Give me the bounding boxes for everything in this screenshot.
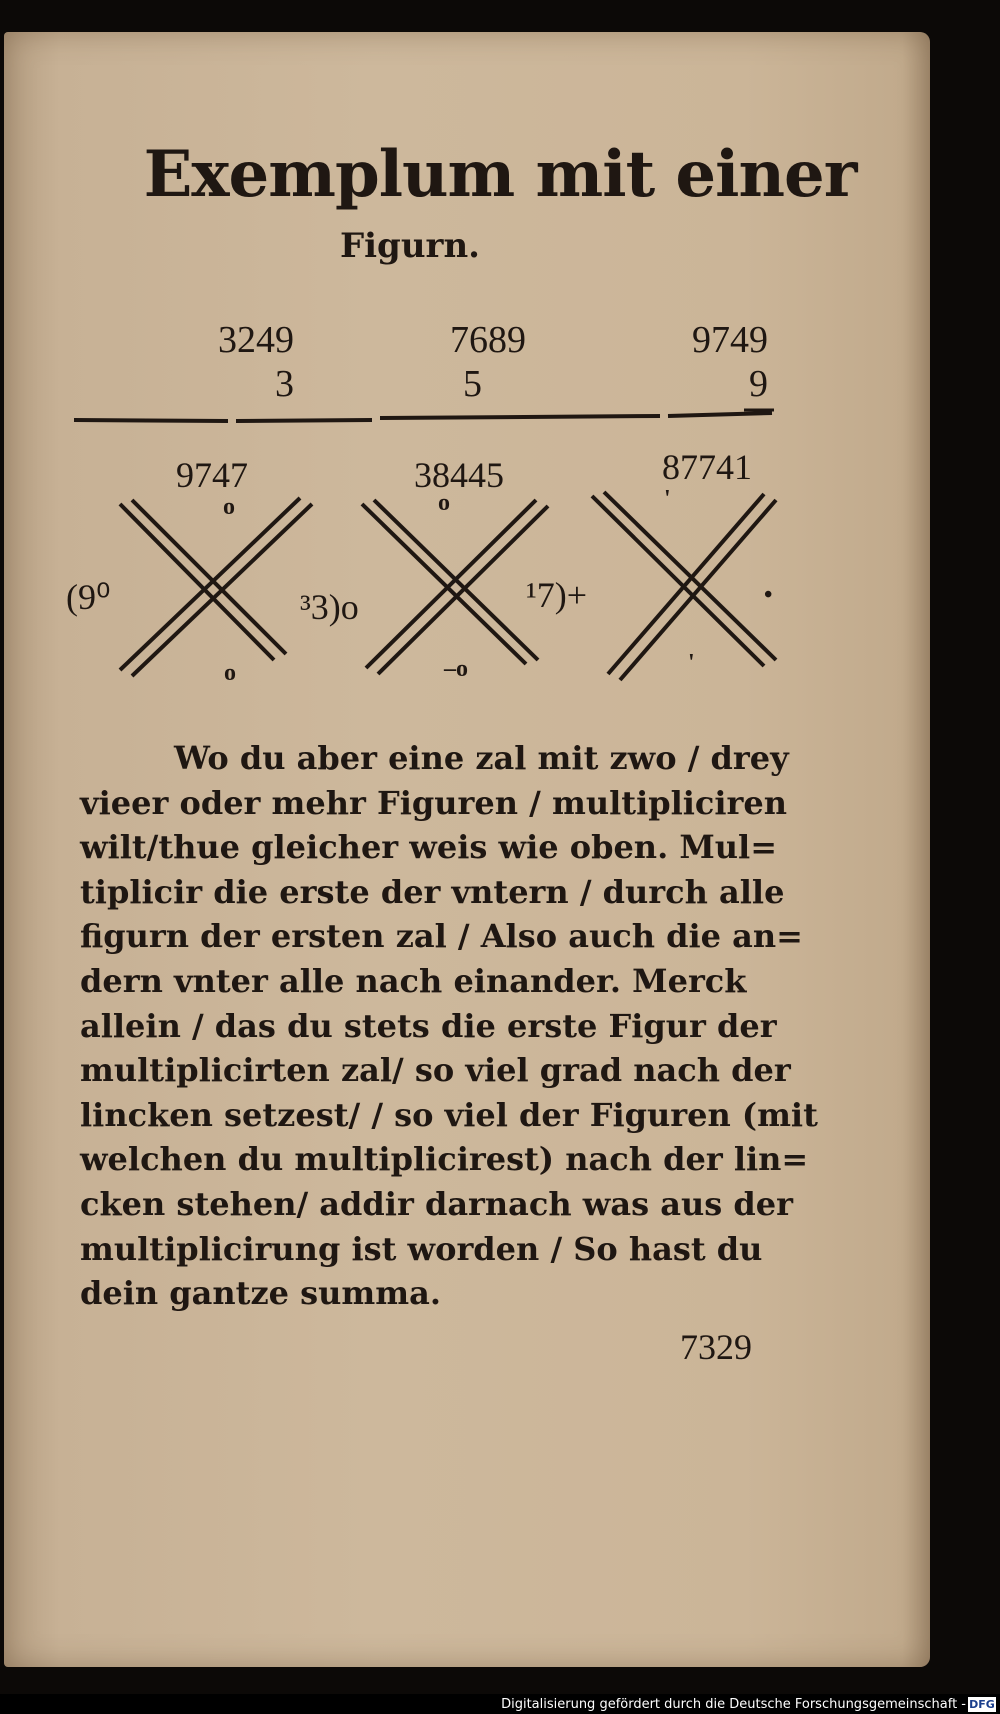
rule-line xyxy=(74,420,228,421)
text-line: dein gantze summa. xyxy=(80,1274,441,1313)
example-2-multiplicand: 7689 xyxy=(450,319,526,361)
check-cross-1 xyxy=(120,498,312,676)
check-cross-2 xyxy=(362,500,548,674)
dfg-logo: DFG xyxy=(969,1698,995,1711)
body-paragraph xyxy=(80,736,818,1316)
example-1-top-mark: o xyxy=(223,494,235,520)
catchword: 7329 xyxy=(680,1327,752,1367)
example-1-multiplicand: 3249 xyxy=(218,319,294,361)
example-2-bottom-mark: –o xyxy=(444,656,468,682)
page-title: Exemplum mit einer xyxy=(143,137,857,212)
rule-line xyxy=(236,420,372,421)
text-line: figurn der ersten zal / Also auch die an= xyxy=(80,917,803,956)
example-2-top-mark: o xyxy=(438,490,450,516)
example-1-left-check: (9⁰ xyxy=(66,577,111,617)
example-1-product: 9747 xyxy=(176,455,248,495)
text-line: multiplicirung ist worden / So hast du xyxy=(80,1229,763,1268)
example-3-right-mark: • xyxy=(764,582,773,608)
text-line: wilt/thue gleicher weis wie oben. Mul= xyxy=(80,828,777,867)
example-3-multiplicand: 9749 xyxy=(692,319,768,361)
example-3-top-mark: ' xyxy=(664,486,671,512)
example-3-product: 87741 xyxy=(662,447,752,487)
text-line: allein / das du stets die erste Figur der xyxy=(80,1006,777,1045)
text-line: dern vnter alle nach einander. Merck xyxy=(80,961,747,1000)
footer-credit: Digitalisierung gefördert durch die Deutsche Forschungsgemeinschaft - xyxy=(501,1697,966,1712)
rule-line xyxy=(668,413,772,416)
text-line: welchen du multiplicirest) nach der lin= xyxy=(80,1140,809,1179)
text-line: lincken setzest/ / so viel der Figuren (mit xyxy=(80,1095,818,1134)
check-cross-3 xyxy=(592,492,776,680)
page-subtitle: Figurn. xyxy=(339,226,481,266)
example-1-multiplier: 3 xyxy=(275,363,294,405)
example-2-product: 38445 xyxy=(414,455,504,495)
text-line: cken stehen/ addir darnach was aus der xyxy=(80,1184,793,1223)
multiplication-diagram xyxy=(0,0,1000,700)
example-2-left-check: ³3)o xyxy=(300,587,359,627)
example-2-multiplier: 5 xyxy=(463,363,482,405)
text-line: Wo du aber eine zal mit zwo / drey xyxy=(174,739,789,777)
text-line: multiplicirten zal/ so viel grad nach der xyxy=(80,1051,791,1090)
text-line: vieer oder mehr Figuren / multipliciren xyxy=(80,783,788,822)
text-line: tiplicir die erste der vntern / durch alle xyxy=(80,872,785,911)
example-3-bottom-mark: ' xyxy=(688,650,695,676)
example-3-multiplier: 9 xyxy=(749,363,768,405)
footer-bar xyxy=(0,1694,1000,1714)
rule-line xyxy=(380,416,660,418)
example-1-bottom-mark: o xyxy=(224,660,236,686)
example-3-left-check: ¹7)+ xyxy=(526,575,588,615)
